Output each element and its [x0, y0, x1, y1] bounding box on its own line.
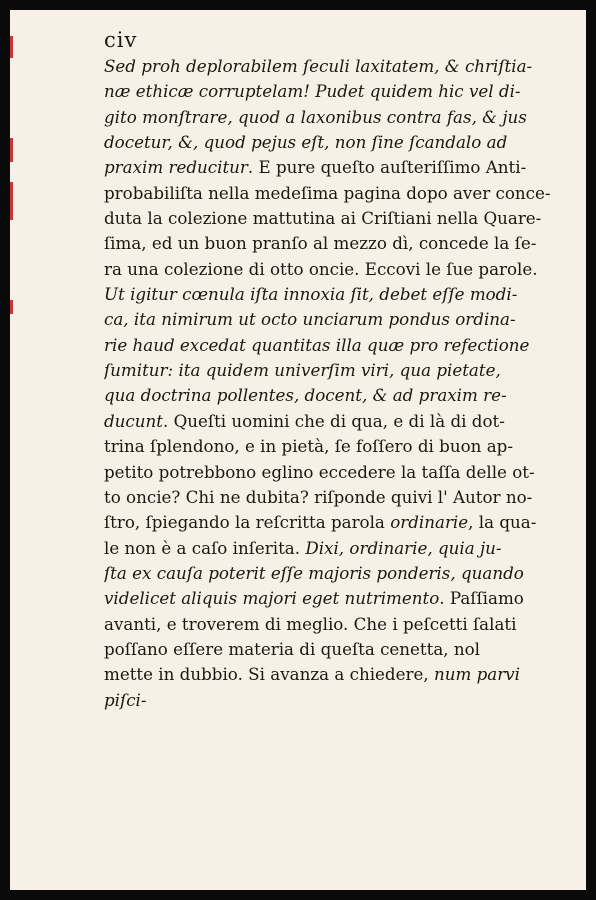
text-line: [104, 383, 574, 408]
text-line: [104, 586, 574, 611]
text-line: [104, 637, 574, 662]
body-text: [104, 54, 574, 713]
text-line: [104, 561, 574, 586]
roman-text: . Paſſiamo: [439, 588, 524, 609]
text-line: [104, 434, 574, 459]
text-line: [104, 612, 574, 637]
roman-text: probabiliſta nella medeſima pagina dopo aver conce-: [104, 182, 551, 203]
text-line: [104, 79, 574, 104]
page-text-block: [104, 28, 574, 713]
text-line: [104, 105, 574, 130]
italic-text: Dixi, ordinarie, quia ju-: [305, 537, 502, 558]
italic-text: praxim reducitur: [104, 157, 248, 178]
text-line: [104, 510, 574, 535]
italic-text: piſci-: [104, 689, 147, 710]
text-line: [104, 358, 574, 383]
italic-text: ſumitur: ita quidem univerſim viri, qua pietate,: [104, 360, 501, 381]
italic-text: videlicet aliquis majori eget nutrimento: [104, 588, 440, 609]
text-line: [104, 257, 574, 282]
roman-text: trina ſplendono, e in pietà, ſe foſſero di buon ap-: [104, 436, 513, 457]
italic-text: qua doctrina pollentes, docent, & ad praxim re-: [104, 385, 507, 406]
italic-text: ca, ita nimirum ut octo unciarum pondus ordina-: [104, 309, 516, 330]
text-line: [104, 54, 574, 79]
italic-text: Sed proh deplorabilem ſeculi laxitatem, & chriſtia-: [104, 56, 533, 76]
text-line: [104, 231, 574, 256]
roman-text: le non è a caſo inſerita.: [104, 537, 306, 558]
roman-text: . Queſti uomini che di qua, e di là di dot-: [162, 410, 505, 431]
text-line: [104, 155, 574, 180]
roman-text: ſima, ed un buon pranſo al mezzo dì, concede la ſe-: [104, 233, 537, 254]
roman-text: . E pure queſto auſteriſſimo Anti-: [247, 157, 527, 178]
italic-text: docetur, &, quod pejus eſt, non ſine ſcandalo ad: [104, 132, 508, 153]
text-line: [104, 662, 574, 687]
red-edge-mark: [10, 182, 13, 202]
text-line: [104, 333, 574, 358]
roman-text: ſtro, ſpiegando la reſcritta parola: [104, 512, 391, 533]
text-line: [104, 409, 574, 434]
roman-text: avanti, e troverem di meglio. Che i peſcetti ſalati: [104, 613, 517, 634]
roman-text: duta la colezione mattutina ai Criſtiani nella Quare-: [104, 208, 542, 229]
italic-text: rie haud excedat quantitas illa quæ pro refectione: [104, 334, 530, 355]
roman-text: petito potrebbono eglino eccedere la taſſa delle ot-: [104, 461, 535, 482]
text-line: [104, 307, 574, 332]
italic-text: ducunt: [104, 410, 163, 431]
text-line: [104, 206, 574, 231]
red-edge-mark: [10, 36, 13, 58]
red-edge-mark: [10, 138, 13, 162]
italic-text: ſta ex cauſa poterit eſſe majoris ponderis, quando: [104, 562, 524, 583]
italic-text: num parvi: [433, 664, 520, 685]
roman-text: to oncie? Chi ne dubita? riſponde quivi l' Autor no-: [104, 486, 533, 507]
italic-text: ordinarie: [390, 512, 469, 533]
italic-text: gito monſtrare, quod a laxonibus contra fas, & jus: [104, 106, 527, 127]
text-line: [104, 485, 574, 510]
page-number: civ: [104, 28, 138, 52]
roman-text: mette in dubbio. Si avanza a chiedere,: [104, 664, 434, 685]
text-line: [104, 181, 574, 206]
text-line: [104, 460, 574, 485]
text-line: [104, 536, 574, 561]
text-line: [104, 130, 574, 155]
red-edge-mark: [10, 300, 13, 314]
text-line: [104, 282, 574, 307]
red-edge-mark: [10, 202, 13, 220]
roman-text: poſſano eſſere materia di queſta cenetta, nol: [104, 638, 481, 659]
roman-text: , la qua-: [468, 512, 537, 533]
italic-text: næ ethicæ corruptelam! Pudet quidem hic vel di-: [104, 81, 521, 102]
roman-text: ra una colezione di otto oncie. Eccovi le ſue parole.: [104, 258, 538, 279]
italic-text: Ut igitur cœnula iſta innoxia ſit, debet eſſe modi-: [104, 284, 518, 305]
text-line: [104, 688, 574, 713]
